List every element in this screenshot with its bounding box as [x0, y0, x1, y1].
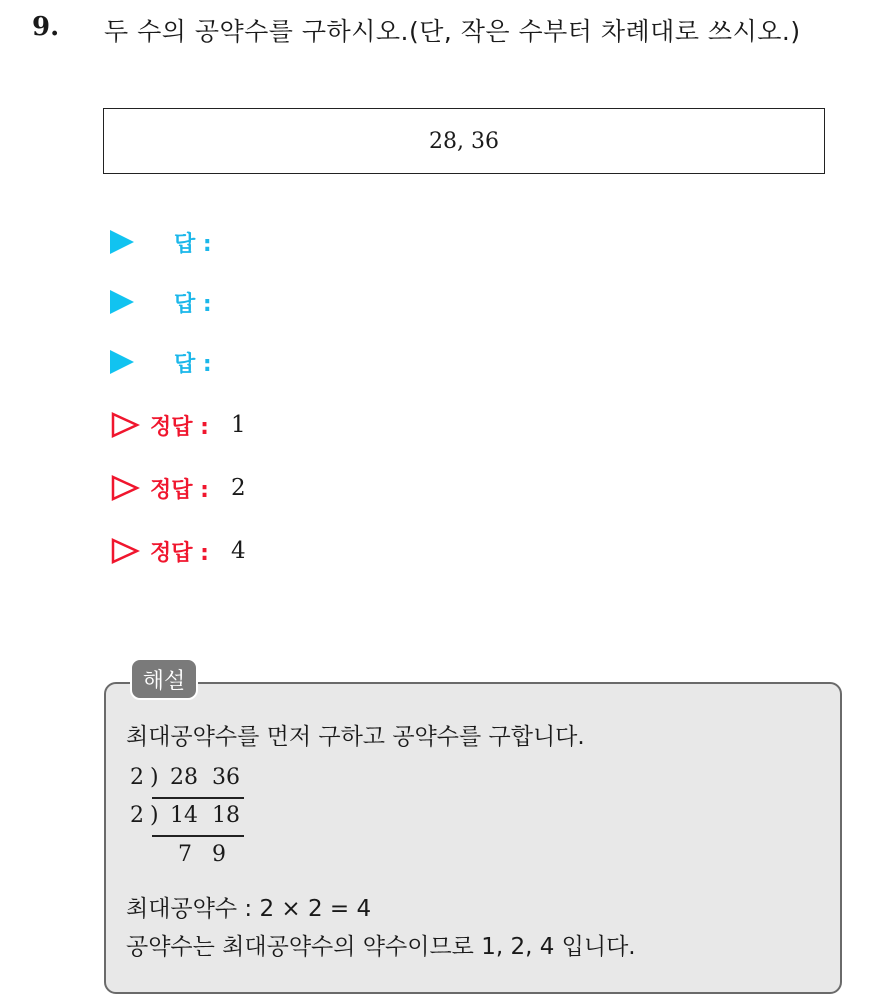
division-quotient: 9 [212, 842, 226, 867]
outline-triangle-icon [110, 474, 140, 502]
explanation-tag: 해설 [130, 658, 198, 700]
division-divisor: 2 [130, 803, 144, 828]
division-line [152, 835, 244, 837]
division-number: 14 [170, 803, 198, 828]
answer-label: 답 : [174, 231, 212, 257]
correct-answer-row [110, 531, 246, 571]
outline-triangle-icon [110, 537, 140, 565]
answer-row[interactable] [110, 342, 212, 382]
given-numbers-box [103, 108, 825, 174]
correct-answer-row [110, 468, 246, 508]
gcd-line: 최대공약수 : 2 × 2 = 4 [126, 896, 372, 922]
division-line [152, 797, 244, 799]
division-bracket: ) [150, 765, 159, 790]
explanation-intro: 최대공약수를 먼저 구하고 공약수를 구합니다. [126, 724, 585, 750]
division-bracket: ) [150, 803, 159, 828]
answer-label: 답 : [174, 291, 212, 317]
play-triangle-icon [110, 230, 134, 254]
division-number: 18 [212, 803, 240, 828]
answer-row[interactable] [110, 222, 212, 262]
outline-triangle-icon [110, 411, 140, 439]
question-number: 9. [32, 12, 60, 42]
correct-answer-row [110, 405, 246, 445]
given-numbers: 28, 36 [429, 128, 499, 154]
explanation-conclusion: 공약수는 최대공약수의 약수이므로 1, 2, 4 입니다. [126, 934, 636, 960]
answer-row[interactable] [110, 282, 212, 322]
division-number: 28 [170, 765, 198, 790]
division-number: 36 [212, 765, 240, 790]
correct-answer-label: 정답 : [150, 414, 209, 440]
division-quotient: 7 [178, 842, 192, 867]
correct-answer-value: 4 [230, 538, 246, 564]
question-text: 두 수의 공약수를 구하시오.(단, 작은 수부터 차례대로 쓰시오.) [104, 17, 801, 46]
correct-answer-label: 정답 : [150, 540, 209, 566]
answer-label: 답 : [174, 351, 212, 377]
division-divisor: 2 [130, 765, 144, 790]
play-triangle-icon [110, 350, 134, 374]
correct-answer-value: 2 [230, 475, 246, 501]
play-triangle-icon [110, 290, 134, 314]
correct-answer-label: 정답 : [150, 477, 209, 503]
correct-answer-value: 1 [230, 412, 246, 438]
